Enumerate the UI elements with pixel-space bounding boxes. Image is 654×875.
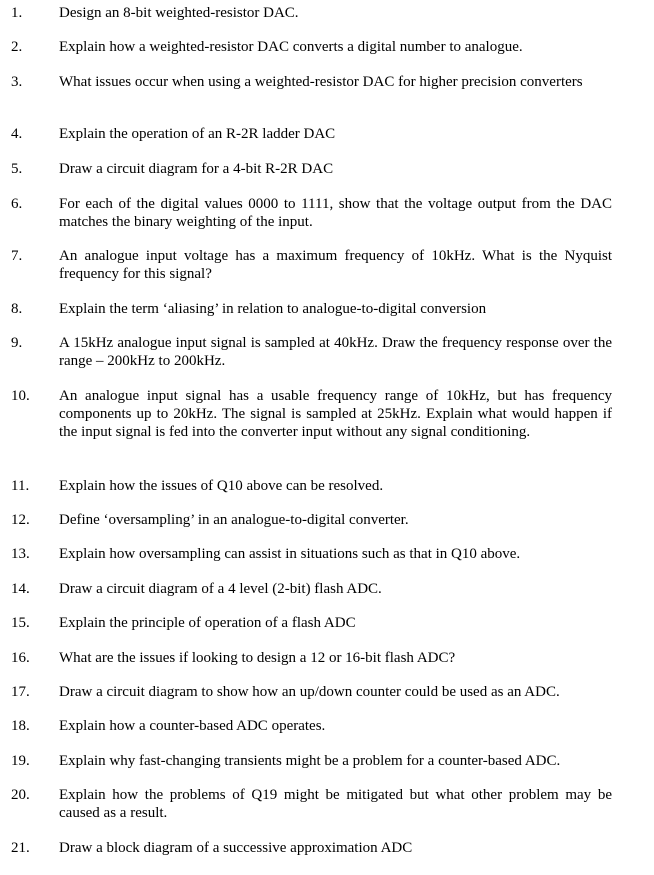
question-text: Explain how oversampling can assist in situations such as that in Q10 above. — [59, 546, 521, 562]
question-number: 8. — [11, 301, 23, 317]
question-number: 9. — [11, 335, 23, 351]
question-number: 21. — [11, 840, 30, 856]
question-text: Define ‘oversampling’ in an analogue-to-digital converter. — [59, 512, 409, 528]
question-number: 7. — [11, 248, 23, 264]
question-text: What are the issues if looking to design a 12 or 16-bit flash ADC? — [59, 650, 456, 666]
question-number: 15. — [11, 615, 30, 631]
question-text: Design an 8-bit weighted-resistor DAC. — [59, 5, 299, 21]
question-text: Explain how a counter-based ADC operates. — [59, 718, 326, 734]
question-number: 18. — [11, 718, 30, 734]
question-text: Draw a block diagram of a successive approximation ADC — [59, 840, 413, 856]
question-number: 14. — [11, 581, 30, 597]
question-text: Explain the term ‘aliasing’ in relation to analogue-to-digital conversion — [59, 301, 487, 317]
question-text: A 15kHz analogue input signal is sampled at 40kHz. Draw the frequency response over the range – 200kHz to 200kHz. — [59, 335, 612, 369]
question-text: Explain why fast-changing transients might be a problem for a counter-based ADC. — [59, 753, 561, 769]
question-number: 5. — [11, 161, 23, 177]
question-number: 19. — [11, 753, 30, 769]
question-number: 13. — [11, 546, 30, 562]
question-number: 20. — [11, 787, 30, 803]
question-text: An analogue input voltage has a maximum frequency of 10kHz. What is the Nyquist frequency for this signal? — [59, 248, 612, 282]
question-text: For each of the digital values 0000 to 1111, show that the voltage output from the DAC matches the binary weighting of the input. — [59, 196, 612, 230]
question-text: Explain the principle of operation of a flash ADC — [59, 615, 356, 631]
question-number: 10. — [11, 388, 30, 404]
question-text: What issues occur when using a weighted-resistor DAC for higher precision converters — [59, 74, 583, 90]
question-number: 6. — [11, 196, 23, 212]
question-text: Draw a circuit diagram to show how an up/down counter could be used as an ADC. — [59, 684, 560, 700]
question-text: Explain how a weighted-resistor DAC converts a digital number to analogue. — [59, 39, 523, 55]
question-number: 2. — [11, 39, 23, 55]
question-text: Draw a circuit diagram for a 4-bit R-2R DAC — [59, 161, 334, 177]
question-number: 17. — [11, 684, 30, 700]
question-text: Explain the operation of an R-2R ladder DAC — [59, 126, 336, 142]
question-number: 1. — [11, 5, 23, 21]
question-text: An analogue input signal has a usable frequency range of 10kHz, but has frequency components up to 20kHz. The signal is sampled at 25kHz. Explain what would happen if the input signal is fed into the converter input without any signal conditioning. — [59, 388, 612, 440]
question-number: 3. — [11, 74, 23, 90]
question-text: Draw a circuit diagram of a 4 level (2-bit) flash ADC. — [59, 581, 382, 597]
question-number: 12. — [11, 512, 30, 528]
question-text: Explain how the issues of Q10 above can be resolved. — [59, 478, 384, 494]
question-text: Explain how the problems of Q19 might be mitigated but what other problem may be caused as a result. — [59, 787, 612, 821]
question-number: 4. — [11, 126, 23, 142]
question-number: 11. — [11, 478, 30, 494]
question-number: 16. — [11, 650, 30, 666]
